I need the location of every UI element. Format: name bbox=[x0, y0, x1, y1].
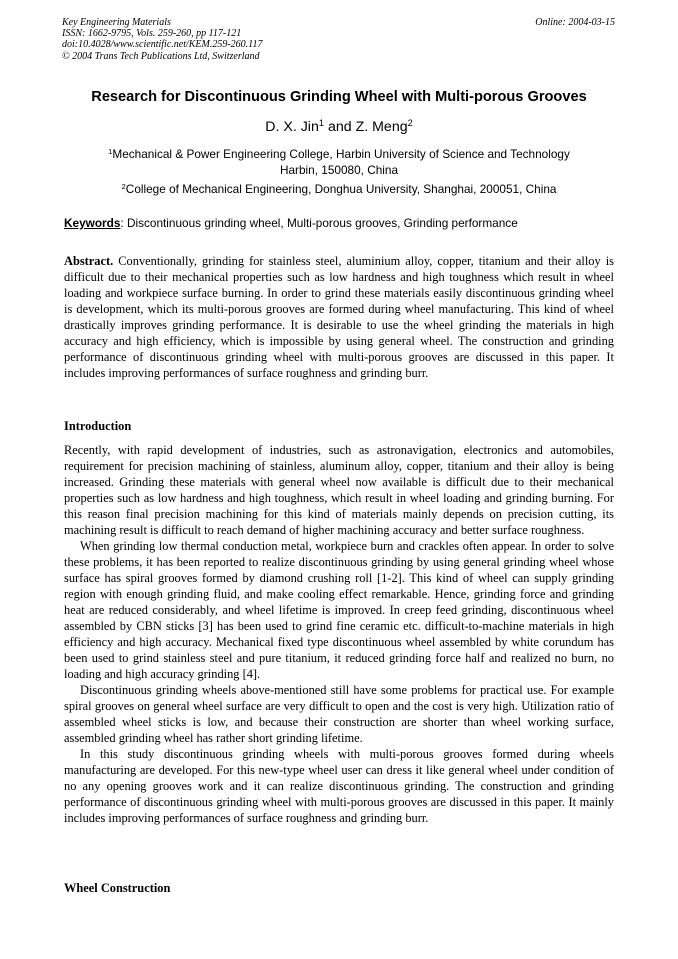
journal-header bbox=[62, 17, 262, 62]
keywords-label: Keywords bbox=[64, 216, 121, 230]
intro-paragraph-3: Discontinuous grinding wheels above-mentioned still have some problems for practical use. For example spiral grooves on general wheel surface are very difficult to open and the cost is very high. Utilization ratio of assembled wheel sticks is low, and because their construction are shorter than wheel working surface, assembled grinding wheel has rather short grinding lifetime. bbox=[64, 683, 614, 745]
introduction-body bbox=[64, 442, 614, 826]
keywords-text: Discontinuous grinding wheel, Multi-porous grooves, Grinding performance bbox=[123, 216, 518, 230]
doi-line[interactable]: doi:10.4028/www.scientific.net/KEM.259-260.117 bbox=[62, 39, 263, 51]
section-heading-introduction: Introduction bbox=[64, 419, 132, 433]
affiliation-2-mark: 2 bbox=[121, 181, 126, 191]
issn-line: ISSN: 1662-9795, Vols. 259-260, pp 117-121 bbox=[62, 28, 242, 40]
abstract-label: Abstract. bbox=[64, 254, 114, 268]
online-date: Online: 2004-03-15 bbox=[535, 17, 615, 28]
section-heading-wheel-construction: Wheel Construction bbox=[64, 881, 171, 895]
affiliation-1-line-1: Mechanical & Power Engineering College, Harbin University of Science and Technology bbox=[112, 147, 570, 161]
journal-name: Key Engineering Materials bbox=[62, 17, 171, 28]
affiliation-2-text: College of Mechanical Engineering, Donghua University, Shanghai, 200051, China bbox=[125, 182, 557, 196]
author-1-affil-mark: 1 bbox=[318, 117, 324, 128]
affiliation-1-line-2: Harbin, 150080, China bbox=[279, 163, 399, 177]
author-1: D. X. Jin bbox=[265, 119, 319, 135]
affiliation-1-mark: 1 bbox=[108, 146, 113, 156]
abstract bbox=[64, 253, 614, 381]
copyright-line: © 2004 Trans Tech Publications Ltd, Switzerland bbox=[62, 50, 260, 62]
paper-title: Research for Discontinuous Grinding Wheel with Multi-porous Grooves bbox=[91, 89, 587, 105]
author-2: Z. Meng bbox=[355, 119, 408, 135]
author-2-affil-mark: 2 bbox=[407, 117, 413, 128]
author-conjunction: and bbox=[324, 119, 356, 135]
keywords-colon: : bbox=[120, 216, 124, 230]
intro-paragraph-4: In this study discontinuous grinding wheels with multi-porous grooves formed during wheels manufacturing are developed. For this new-type wheel user can dress it like general wheel under condition of no any opening grooves work and it can realize discontinuous grinding. The construction and grinding performance of discontinuous grinding wheel with multi-porous grooves are discussed in this paper. It mainly includes improving performances of surface roughness and grinding burr. bbox=[64, 747, 614, 825]
intro-paragraph-1: Recently, with rapid development of industries, such as astronavigation, electronics and automobiles, requirement for precision machining of stainless, aluminum alloy, copper, titanium and their alloy is being increased. Grinding these materials with general wheel now available is difficult due to their mechanical properties such as low hardness and high toughness, which result in wheel loading and grinding burning. For this reason final precision machining for this kind of materials mainly depends on precision cutting, its machining result is difficult to reach demand of higher machining accuracy and better surface roughness. bbox=[64, 443, 614, 537]
intro-paragraph-2: When grinding low thermal conduction metal, workpiece burn and crackles often appear. In order to solve these problems, it has been reported to realize discontinuous grinding by using general grinding wheel whose surface has spiral grooves formed by diamond crushing roll [1-2]. This kind of wheel can supply grinding region with enough grinding fluid, and make cooling effect remarkable. Hence, grinding force and grinding heat are reduced considerably, and wheel lifetime is improved. In creep feed grinding, discontinuous wheel assembled by CBN sticks [3] has been used to grind fine ceramic etc. difficult-to-machine materials in high efficiency and high accuracy. Mechanical fixed type discontinuous wheel assembled by white corundum has been used to grind stainless steel and pure titanium, it reduced grinding force half and realized no burn, no loading and high accuracy grinding [4]. bbox=[64, 539, 614, 681]
abstract-text: Conventionally, grinding for stainless steel, aluminium alloy, copper, titanium and their alloy is difficult due to their mechanical properties such as low hardness and high toughness which result in wheel loading and workpiece surface burning. In order to grind these materials easily discontinuous grinding wheel is development, which its multi-porous grooves are formed during wheel manufacturing. This kind of wheel drastically improves grinding performance. It is desirable to use the wheel grinding the materials in high accuracy and high efficiency, which is impossible by using general wheel. The construction and grinding performance of discontinuous grinding wheel with multi-porous grooves are discussed in this paper. It includes improving performances of surface roughness and grinding burr. bbox=[64, 254, 614, 380]
keywords bbox=[64, 216, 518, 230]
affiliation-1 bbox=[0, 146, 678, 178]
affiliation-2 bbox=[0, 181, 678, 197]
author-line bbox=[0, 119, 678, 135]
